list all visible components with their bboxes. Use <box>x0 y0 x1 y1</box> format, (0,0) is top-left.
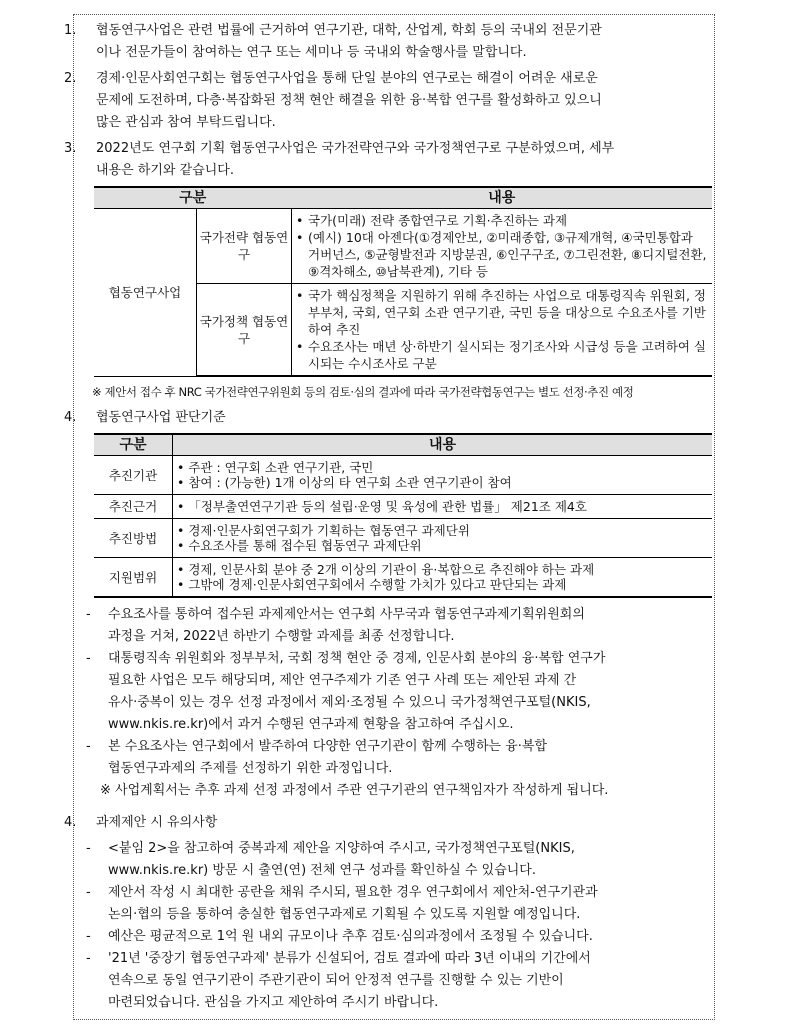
section-5 <box>64 812 712 834</box>
section-text: 경제·인문사회연구회는 협동연구사업을 통해 단일 분야의 연구로는 해결이 어려운 새로운 <box>96 71 598 86</box>
section-text: 내용은 하기와 같습니다. <box>96 163 234 178</box>
section-text: 2022년도 연구회 기획 협동연구사업은 국가전략연구와 국가정책연구로 구분하였으며, 세부 <box>96 141 615 156</box>
section-text: 문제에 도전하며, 다층·복잡화된 정책 현안 해결을 위한 융·복합 연구를 활성화하고 있으니 <box>96 93 602 108</box>
list-item: • 그밖에 경제·인문사회연구회에서 수행할 가치가 있다고 판단되는 과제 <box>177 577 567 592</box>
section-text: 많은 관심과 참여 부탁드립니다. <box>96 115 276 130</box>
project-type-table <box>94 186 712 377</box>
type-label: 국가정책 협동연구 <box>197 284 292 377</box>
list-item: • 국가 핵심정책을 지원하기 위해 추진하는 사업으로 대통령직속 위원회, 정부부처, 국회, 연구회 소관 연구기관, 국민 등을 대상으로 수요조사를 기반하여 추진 <box>296 287 708 338</box>
section-number: 3. <box>64 141 77 156</box>
section-3 <box>64 138 712 182</box>
type-label: 국가전략 협동연구 <box>197 209 292 284</box>
star-note: ※ 사업계획서는 추후 과제 선정 과정에서 주관 연구기관의 연구책임자가 작성하게 됩니다. <box>100 783 609 798</box>
table-header-category: 구분 <box>94 434 173 456</box>
list-item: • 국가(미래) 전략 종합연구로 기획·추진하는 과제 <box>296 212 708 229</box>
section-title: 협동연구사업 판단기준 <box>96 410 226 425</box>
criteria-label: 추진근거 <box>94 495 173 519</box>
list-item: • 경제·인문사회연구회가 기획하는 협동연구 과제단위 <box>177 523 470 538</box>
dash-item: - 대통령직속 위원회와 정부부처, 국회 정책 현안 중 경제, 인문사회 분야의 융·복합 연구가 <box>86 651 606 666</box>
dash-item: - '21년 '중장기 협동연구과제' 분류가 신설되어, 검토 결과에 따라 3년 이내의 기간에서 <box>86 951 591 966</box>
section-number: 2. <box>64 71 77 86</box>
criteria-content <box>173 456 713 495</box>
section-number: 1. <box>64 23 77 38</box>
section-2 <box>64 68 712 134</box>
criteria-content <box>173 558 713 598</box>
table-header-content: 내용 <box>292 187 713 209</box>
section-1 <box>64 20 712 64</box>
criteria-label: 추진기관 <box>94 456 173 495</box>
section-number: 4. <box>64 815 77 830</box>
type-content <box>292 284 713 377</box>
criteria-content <box>173 519 713 558</box>
section-title: 과제제안 시 유의사항 <box>96 815 218 830</box>
table-header-content: 내용 <box>173 434 713 456</box>
section-text: 이나 전문가들이 참여하는 연구 또는 세미나 등 국내외 학술행사를 말합니다. <box>96 45 527 60</box>
list-item: • 경제, 인문사회 분야 중 2개 이상의 기관이 융·복합으로 추진해야 하는 과제 <box>177 562 595 577</box>
table-header-category: 구분 <box>94 187 292 209</box>
list-item: • 주관 : 연구회 소관 연구기관, 국민 <box>177 460 374 475</box>
criteria-label: 추진방법 <box>94 519 173 558</box>
dash-item: - 수요조사를 통하여 접수된 과제제안서는 연구회 사무국과 협동연구과제기획위원회의 <box>86 607 585 622</box>
group-label: 협동연구사업 <box>94 209 197 377</box>
proposal-notes: - <붙임 2>을 참고하여 중복과제 제안을 지양하여 주시고, 국가정책연구포털(NKIS, www.nkis.re.kr) 방문 시 출연(연) 전체 연구 성과를 확인하실 수 있습니다. - 제안서 작성 시 최대한 공란을 채워 주시되, 필요한 경우 연구회에서 제안처-연구기관과 논의·협의 등을 통하여 충실한 협동연구과제로 기획될 수 있도록 지원할 예정입니다. - 예산은 평균적으로 1억 원 내외 규모이나 추후 검토·심의과정에서 조정될 수 있습니다. - '21년 '중장기 협동연구과제' 분류가 신설되어, 검토 결과에 따라 3년 이내의 기간에서 연속으로 동일 연구기관이 주관기관이 되어 안정적 연구를 진행할 수 있는 기반이 마련되었습니다. 관심을 가지고 제안하여 주시기 바랍니다. <box>80 838 712 1014</box>
list-item: • (예시) 10대 아젠다(①경제안보, ②미래종합, ③규제개혁, ④국민통합과 거버넌스, ⑤균형발전과 지방분권, ⑥인구구조, ⑦그린전환, ⑧디지털전환, ⑨격차해소, ⑩남북관계), 기타 등 <box>296 229 708 280</box>
criteria-table <box>94 433 712 598</box>
dash-item: - 제안서 작성 시 최대한 공란을 채워 주시되, 필요한 경우 연구회에서 제안처-연구기관과 <box>86 885 598 900</box>
criteria-content <box>173 495 713 519</box>
criteria-details: - 수요조사를 통하여 접수된 과제제안서는 연구회 사무국과 협동연구과제기획위원회의 과정을 거쳐, 2022년 하반기 수행할 과제를 최종 선정합니다. - 대통령직속 위원회와 정부부처, 국회 정책 현안 중 경제, 인문사회 분야의 융·복합 연구가 필요한 사업은 모두 해당되며, 제안 연구주제가 기존 연구 사례 또는 제안된 과제 간 유사·중복이 있는 경우 선정 과정에서 제외·조정될 수 있으니 국가정책연구포털(NKIS, www.nkis.re.kr)에서 과거 수행된 연구과제 현황을 참고하여 주십시오. - 본 수요조사는 연구회에서 발주하여 다양한 연구기관이 함께 수행하는 융·복합 협동연구과제의 주제를 선정하기 위한 과정입니다. ※ 사업계획서는 추후 과제 선정 과정에서 주관 연구기관의 연구책임자가 작성하게 됩니다. <box>80 604 712 802</box>
section-number: 4. <box>64 410 77 425</box>
dash-item: - 예산은 평균적으로 1억 원 내외 규모이나 추후 검토·심의과정에서 조정될 수 있습니다. <box>86 929 593 944</box>
list-item: • 수요조사를 통해 접수된 협동연구 과제단위 <box>177 538 422 553</box>
section-text: 협동연구사업은 관련 법률에 근거하여 연구기관, 대학, 산업계, 학회 등의 국내외 전문기관 <box>96 23 602 38</box>
criteria-label: 지원범위 <box>94 558 173 598</box>
list-item: • 수요조사는 매년 상·하반기 실시되는 정기조사와 시급성 등을 고려하여 실시되는 수시조사로 구분 <box>296 338 708 372</box>
dash-item: - <붙임 2>을 참고하여 중복과제 제안을 지양하여 주시고, 국가정책연구포털(NKIS, <box>86 841 575 856</box>
table-note: ※ 제안서 접수 후 NRC 국가전략연구위원회 등의 검토·심의 결과에 따라 국가전략협동연구는 별도 선정·추진 예정 <box>92 385 634 399</box>
document-body <box>64 20 712 1014</box>
section-4 <box>64 407 712 429</box>
list-item: • 「정부출연연구기관 등의 설립·운영 및 육성에 관한 법률」 제21조 제4호 <box>177 499 587 514</box>
type-content <box>292 209 713 284</box>
dash-item: - 본 수요조사는 연구회에서 발주하여 다양한 연구기관이 함께 수행하는 융·복합 <box>86 739 548 754</box>
list-item: • 참여 : (가능한) 1개 이상의 타 연구회 소관 연구기관이 참여 <box>177 475 512 490</box>
